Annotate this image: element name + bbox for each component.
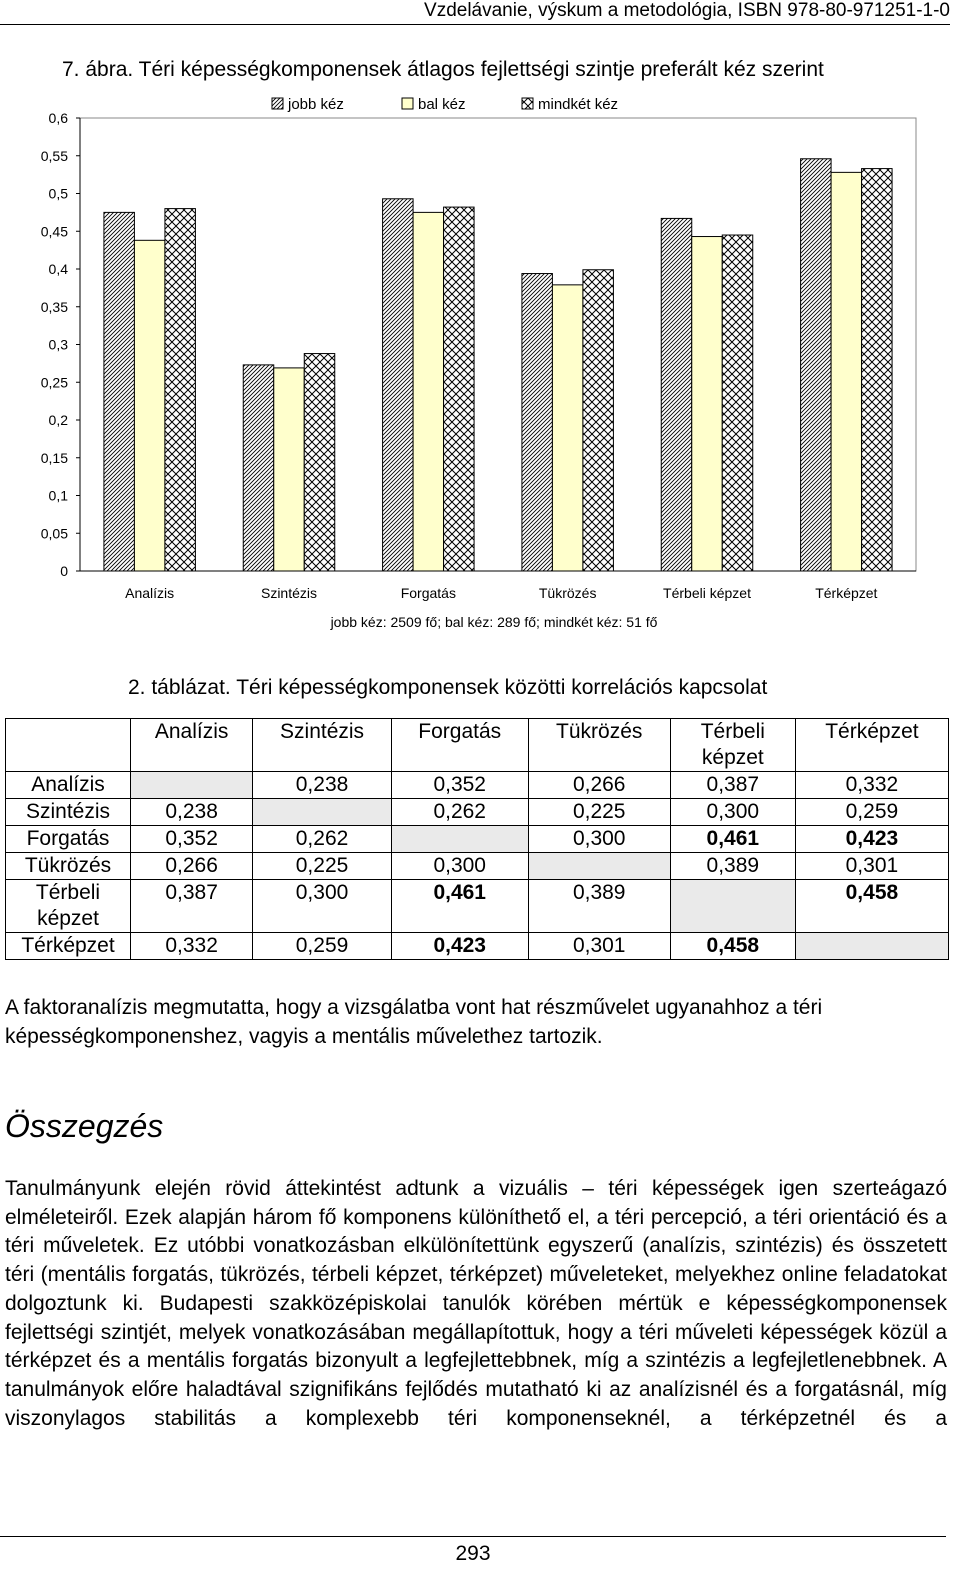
table-cell: 0,389 (670, 853, 795, 880)
table-cell (795, 933, 948, 960)
bar-jobb-kez (801, 159, 832, 571)
x-tick-label: Szintézis (260, 585, 318, 601)
table-cell (528, 853, 670, 880)
table-cell: 0,262 (253, 826, 392, 853)
table-cell: 0,259 (253, 933, 392, 960)
bar-mindket-kez (304, 354, 335, 571)
legend-swatch (522, 98, 533, 109)
table-cell: 0,266 (528, 772, 670, 799)
legend-label: bal kéz (418, 96, 466, 113)
table-cell: 0,423 (795, 826, 948, 853)
table-header-cell: Forgatás (391, 719, 528, 772)
table-cell: 0,387 (670, 772, 795, 799)
table-cell: 0,352 (391, 772, 528, 799)
table-header-cell: Térbeli képzet (670, 719, 795, 772)
table-header-cell (6, 719, 131, 772)
table-header-cell: Analízis (131, 719, 253, 772)
table-cell: 0,300 (253, 880, 392, 933)
y-tick-label: 0,5 (48, 185, 68, 202)
plot-area (80, 118, 916, 571)
table-row (6, 799, 949, 826)
table-header-cell: Tükrözés (528, 719, 670, 772)
table-cell: 0,332 (795, 772, 948, 799)
table-cell (253, 799, 392, 826)
table-cell: 0,300 (670, 799, 795, 826)
row-label: Forgatás (6, 826, 131, 853)
table-row (6, 826, 949, 853)
table-header-cell: Térképzet (795, 719, 948, 772)
bar-mindket-kez (165, 209, 196, 571)
y-tick-label: 0,35 (40, 298, 68, 315)
y-tick-label: 0,05 (40, 525, 68, 542)
footer-rule (0, 1536, 946, 1537)
correlation-table (5, 718, 949, 960)
bar-bal-kez (134, 240, 165, 571)
table-cell (131, 772, 253, 799)
bar-jobb-kez (383, 199, 414, 571)
chart-note: jobb kéz: 2509 fő; bal kéz: 289 fő; mindkét kéz: 51 fő (330, 614, 658, 630)
row-label: Térképzet (6, 933, 131, 960)
table-cell: 0,301 (528, 933, 670, 960)
table-cell (670, 880, 795, 933)
y-tick-label: 0,15 (40, 449, 68, 466)
x-tick-label: Forgatás (400, 585, 456, 601)
table-cell: 0,300 (528, 826, 670, 853)
table-cell: 0,423 (391, 933, 528, 960)
table-row (6, 853, 949, 880)
table-cell: 0,225 (528, 799, 670, 826)
legend-swatch (402, 98, 413, 109)
y-tick-label: 0,6 (48, 110, 68, 126)
bar-jobb-kez (104, 212, 134, 571)
x-tick-label: Térbeli képzet (663, 585, 751, 601)
x-tick-label: Tükrözés (538, 585, 597, 601)
y-tick-label: 0,3 (48, 336, 68, 353)
table-row (6, 772, 949, 799)
table-cell: 0,238 (253, 772, 392, 799)
paragraph-factor-analysis: A faktoranalízis megmutatta, hogy a vizsgálatba vont hat részművelet ugyanahhoz a téri képességkomponenshez, vagyis a mentális művelethez tartozik. (5, 996, 823, 1048)
bar-mindket-kez (862, 169, 893, 571)
table-cell: 0,238 (131, 799, 253, 826)
y-tick-label: 0,25 (40, 374, 68, 391)
table-cell (391, 826, 528, 853)
bar-jobb-kez (243, 365, 274, 571)
bar-jobb-kez (522, 274, 553, 571)
table-caption: 2. táblázat. Téri képességkomponensek közötti korrelációs kapcsolat (128, 676, 768, 699)
row-label: Tükrözés (6, 853, 131, 880)
running-header: Vzdelávanie, výskum a metodológia, ISBN 978-80-971251-1-0 (0, 0, 950, 25)
table-cell: 0,387 (131, 880, 253, 933)
bar-jobb-kez (661, 218, 692, 571)
row-label: Térbeli képzet (6, 880, 131, 933)
table-cell: 0,266 (131, 853, 253, 880)
table-cell: 0,259 (795, 799, 948, 826)
table-cell: 0,461 (391, 880, 528, 933)
table-cell: 0,352 (131, 826, 253, 853)
x-tick-label: Analízis (125, 585, 175, 601)
table-cell: 0,389 (528, 880, 670, 933)
table-cell: 0,262 (391, 799, 528, 826)
table-header-row (6, 719, 949, 772)
table-cell: 0,458 (670, 933, 795, 960)
table-cell: 0,225 (253, 853, 392, 880)
section-heading: Összegzés (5, 1108, 164, 1144)
y-tick-label: 0,2 (48, 412, 68, 428)
y-tick-label: 0,1 (48, 487, 68, 504)
legend-label: jobb kéz (288, 96, 344, 113)
bar-mindket-kez (583, 270, 614, 571)
chart-legend (272, 96, 618, 113)
legend-swatch (272, 98, 283, 109)
table-cell: 0,461 (670, 826, 795, 853)
y-tick-label: 0,4 (48, 261, 68, 277)
bar-bal-kez (831, 172, 862, 571)
y-tick-label: 0,45 (40, 223, 68, 240)
bar-mindket-kez (444, 207, 475, 571)
y-tick-label: 0 (60, 563, 68, 579)
figure-title: 7. ábra. Téri képességkomponensek átlagos fejlettségi szintje preferált kéz szerint (62, 58, 824, 81)
bar-mindket-kez (722, 235, 753, 571)
chart-labels (125, 585, 877, 601)
bar-bal-kez (274, 368, 305, 571)
bar-chart (0, 90, 960, 640)
bar-bal-kez (552, 285, 583, 571)
legend-label: mindkét kéz (538, 96, 619, 113)
bar-bal-kez (692, 237, 723, 571)
y-tick-label: 0,55 (40, 147, 68, 164)
table-row (6, 933, 949, 960)
row-label: Analízis (6, 772, 131, 799)
table-cell: 0,300 (391, 853, 528, 880)
table-cell: 0,458 (795, 880, 948, 933)
x-tick-label: Térképzet (815, 585, 878, 601)
table-cell: 0,301 (795, 853, 948, 880)
paragraph-summary: Tanulmányunk elején rövid áttekintést adtunk a vizuális – téri képességek igen szerteágazó elméleteiről. Ezek alapján három fő komponens különíthető el, a téri percepció, a téri orientáció és a téri műveletek. Ez utóbbi vonatkozásban elkülönítettünk egyszerű (analízis, szintézis) és összetett téri (mentális forgatás, tükrözés, térbeli képzet, térképzet) műveleteket, melyekhez online feladatokat dolgoztunk ki. Budapesti szakközépiskolai tanulók körében mértük e képességkomponensek fejlettségi szintjét, melyek vonatkozásában megállapítottuk, hogy a téri műveleti képességek közül a térképzet és a mentális forgatás bizonyult a legfejlettebbnek, míg a szintézis a legfejletlenebbnek. A tanulmányok előre haladtával szignifikáns fejlődés mutatható ki az analízisnél és a forgatásnál, míg viszonylagos stabilitás a komplexebb téri komponenseknél, a térképzetnél és a (5, 1177, 947, 1430)
page-number: 293 (455, 1542, 491, 1565)
row-label: Szintézis (6, 799, 131, 826)
table-header-cell: Szintézis (253, 719, 392, 772)
table-row (6, 880, 949, 933)
bar-bal-kez (413, 212, 444, 571)
chart-bars (104, 159, 892, 571)
table-cell: 0,332 (131, 933, 253, 960)
